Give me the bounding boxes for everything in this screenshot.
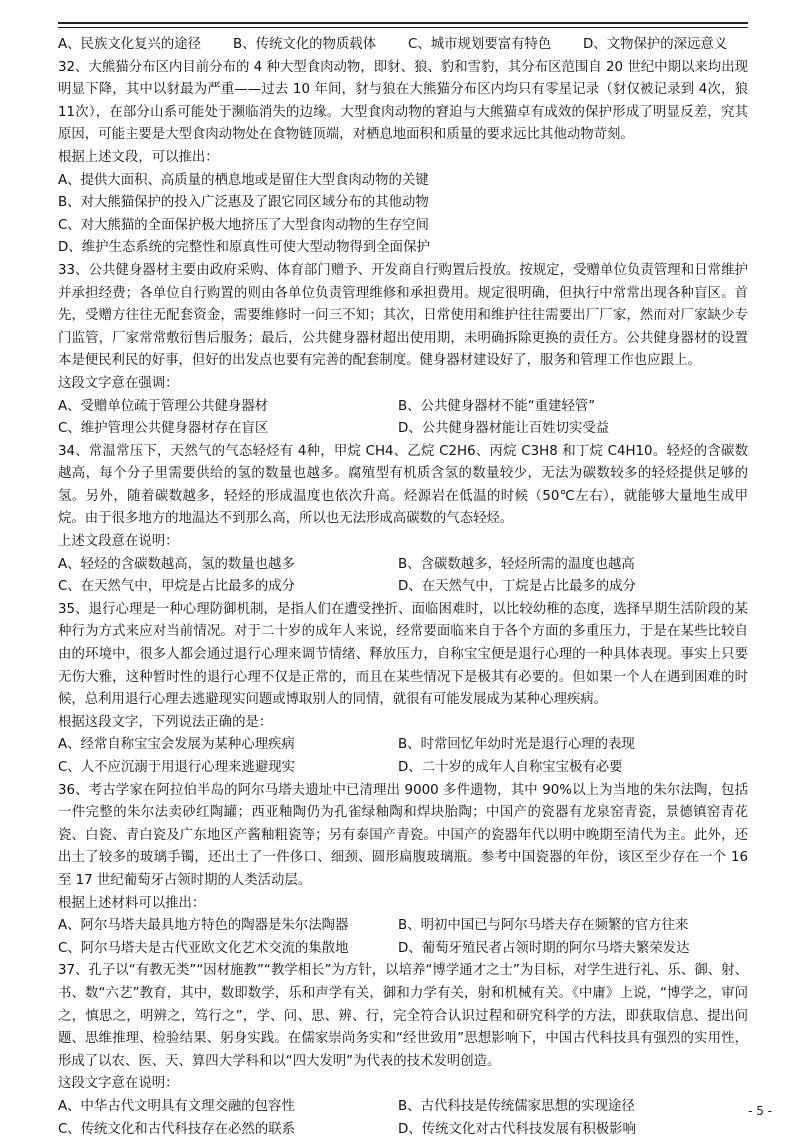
- options-grid: [58, 734, 748, 779]
- option-b[interactable]: B、古代科技是传统儒家思想的实现途径: [398, 1096, 748, 1119]
- question-prompt: 根据上述文段，可以推出：: [58, 147, 748, 170]
- option-c[interactable]: C、阿尔马塔夫是古代亚欧文化艺术交流的集散地: [58, 938, 398, 961]
- option-d[interactable]: D、公共健身器材能让百姓切实受益: [398, 418, 748, 441]
- question-32: [58, 57, 748, 260]
- option-c[interactable]: C、传统文化和古代科技存在必然的联系: [58, 1119, 398, 1141]
- option-d[interactable]: D、葡萄牙殖民者占领时期的阿尔马塔夫繁荣发达: [398, 938, 748, 961]
- question-stem: 32、大熊猫分布区内目前分布的 4 种大型食肉动物，即豺、狼、豹和雪豹，其分布区范围自 20 世纪中期以来均出现明显下降，其中以豺最为严重——过去 10 年间，豺与狼在大熊猫分布区内均只有零星记录（豺仅被记录到 4次，狼 11次），在部分山系可能处于濒临消失的边缘。大型食肉动物的窘迫与大熊猫卓有成效的保护形成了明显反差，究其原因，可能主要是大型食肉动物处在食物链顶端，对栖息地面积和质量的要求远比其他动物苛刻。: [58, 57, 748, 147]
- option-d[interactable]: D、在天然气中，丁烷是占比最多的成分: [398, 576, 748, 599]
- option-c[interactable]: C、维护管理公共健身器材存在盲区: [58, 418, 398, 441]
- option-c[interactable]: C、人不应沉溺于用退行心理来逃避现实: [58, 757, 398, 780]
- option-b[interactable]: B、对大熊猫保护的投入广泛惠及了跟它同区域分布的其他动物: [58, 192, 748, 215]
- option-a[interactable]: A、轻烃的含碳数越高，氢的数量也越多: [58, 554, 398, 577]
- question-stem: 35、退行心理是一种心理防御机制，是指人们在遭受挫折、面临困难时，以比较幼稚的态度，选择早期生活阶段的某种行为方式来应对当前情况。对于二十岁的成年人来说，经常要面临来自于各个方面的多重压力，于是在某些比较自由的环境中，很多人都会通过退行心理来调节情绪、释放压力，自称宝宝便是退行心理的一种具体表现。事实上只要无伤大雅，这种暂时性的退行心理不仅是正常的，而且在某些情况下是极其有必要的。但如果一个人在遇到困难的时候，总利用退行心理去逃避现实问题或博取别人的同情，就很有可能发展成为某种心理疾病。: [58, 599, 748, 712]
- header-rule-thick: [58, 22, 748, 24]
- options-grid: [58, 1096, 748, 1141]
- question-34: [58, 441, 748, 599]
- page-content: [58, 34, 748, 1141]
- option-b[interactable]: B、时常回忆年幼时光是退行心理的表现: [398, 734, 748, 757]
- option-a[interactable]: A、中华古代文明具有文理交融的包容性: [58, 1096, 398, 1119]
- question-36: [58, 780, 748, 961]
- option-b[interactable]: B、含碳数越多，轻烃所需的温度也越高: [398, 554, 748, 577]
- option-c[interactable]: C、城市规划要富有特色: [408, 34, 583, 57]
- options-grid: [58, 554, 748, 599]
- question-35: [58, 599, 748, 780]
- option-d[interactable]: D、文物保护的深远意义: [583, 34, 748, 57]
- option-c[interactable]: C、在天然气中，甲烷是占比最多的成分: [58, 576, 398, 599]
- option-a[interactable]: A、民族文化复兴的途径: [58, 34, 233, 57]
- question-stem: 37、孔子以“有教无类”“因材施教”“教学相长”为方针，以培养“博学通才之士”为目标，对学生进行礼、乐、御、射、书、数“六艺”教育，其中，数即数学，乐和声学有关，御和力学有关，射和机械有关。《中庸》上说，“博学之，审问之，慎思之，明辨之，笃行之”，学、问、思、辨、行，完全符合认识过程和研究科学的方法，即获取信息、提出问题、思维推理、检验结果、躬身实践。在儒家崇尚务实和“经世致用”思想影响下，中国古代科技具有强烈的实用性，形成了以农、医、天、算四大学科和以“四大发明”为代表的技术发明创造。: [58, 960, 748, 1073]
- option-d[interactable]: D、传统文化对古代科技发展有积极影响: [398, 1119, 748, 1141]
- question-33: [58, 260, 748, 441]
- page-number: - 5 -: [748, 1104, 772, 1118]
- option-d[interactable]: D、维护生态系统的完整性和原真性可使大型动物得到全面保护: [58, 237, 748, 260]
- question-prompt: 根据上述材料可以推出：: [58, 893, 748, 916]
- option-b[interactable]: B、公共健身器材不能“重建轻管”: [398, 396, 748, 419]
- question-stem: 34、常温常压下，天然气的气态轻烃有 4种，甲烷 CH4、乙烷 C2H6、丙烷 C3H8 和丁烷 C4H10。轻烃的含碳数越高，每个分子里需要供给的氢的数量也越多。腐殖型有机质含氢的数量较少，无法为碳数较多的轻烃提供足够的氢。另外，随着碳数越多，轻烃的形成温度也依次升高。烃源岩在低温的时候（50℃左右），就能够大量地生成甲烷。由于很多地方的地温达不到那么高，所以也无法形成高碳数的气态轻烃。: [58, 441, 748, 531]
- option-b[interactable]: B、传统文化的物质载体: [233, 34, 408, 57]
- option-a[interactable]: A、经常自称宝宝会发展为某种心理疾病: [58, 734, 398, 757]
- top-options: [58, 34, 748, 57]
- question-prompt: 这段文字意在说明：: [58, 1073, 748, 1096]
- options-grid: [58, 396, 748, 441]
- header-rule-thin: [58, 27, 748, 28]
- question-prompt: 这段文字意在强调：: [58, 373, 748, 396]
- question-37: [58, 960, 748, 1141]
- option-c[interactable]: C、对大熊猫的全面保护极大地挤压了大型食肉动物的生存空间: [58, 215, 748, 238]
- question-prompt: 根据这段文字，下列说法正确的是：: [58, 712, 748, 735]
- option-d[interactable]: D、二十岁的成年人自称宝宝极有必要: [398, 757, 748, 780]
- options-grid: [58, 915, 748, 960]
- question-stem: 33、公共健身器材主要由政府采购、体育部门赠予、开发商自行购置后投放。按规定，受赠单位负责管理和日常维护并承担经费；各单位自行购置的则由各单位负责管理维修和承担费用。规定很明确，但执行中常常出现各种盲区。首先，受赠方往往无配套资金，需要维修时一问三不知；其次，日常使用和维护往往需要出厂厂家，然而对厂家缺少专门监管，厂家常常敷衍售后服务；最后，公共健身器材超出使用期，未明确拆除更换的责任方。公共健身器材的设置本是便民利民的好事，但好的出发点也要有完善的配套制度。健身器材建设好了，服务和管理工作也应跟上。: [58, 260, 748, 373]
- option-a[interactable]: A、阿尔马塔夫最具地方特色的陶器是朱尔法陶器: [58, 915, 398, 938]
- option-a[interactable]: A、受赠单位疏于管理公共健身器材: [58, 396, 398, 419]
- option-b[interactable]: B、明初中国已与阿尔马塔夫存在频繁的官方往来: [398, 915, 748, 938]
- question-stem: 36、考古学家在阿拉伯半岛的阿尔马塔夫遗址中已清理出 9000 多件遗物，其中 90%以上为当地的朱尔法陶，包括一件完整的朱尔法卖砂红陶罐；西亚釉陶仍为孔雀绿釉陶和焊块胎陶；中国产的瓷器有龙泉窑青瓷，景德镇窑青花瓷、白瓷、青白瓷及广东地区产酱釉粗瓷等；另有泰国产青瓷。中国产的瓷器年代以明中晚期至清代为主。此外，还出土了较多的玻璃手镯，还出土了一件侈口、细颈、圆形扁腹玻璃瓶。参考中国瓷器的年份，该区至少存在一个 16 至 17 世纪葡萄牙占领时期的人类活动层。: [58, 780, 748, 893]
- question-prompt: 上述文段意在说明：: [58, 531, 748, 554]
- option-a[interactable]: A、提供大面积、高质量的栖息地或是留住大型食肉动物的关键: [58, 170, 748, 193]
